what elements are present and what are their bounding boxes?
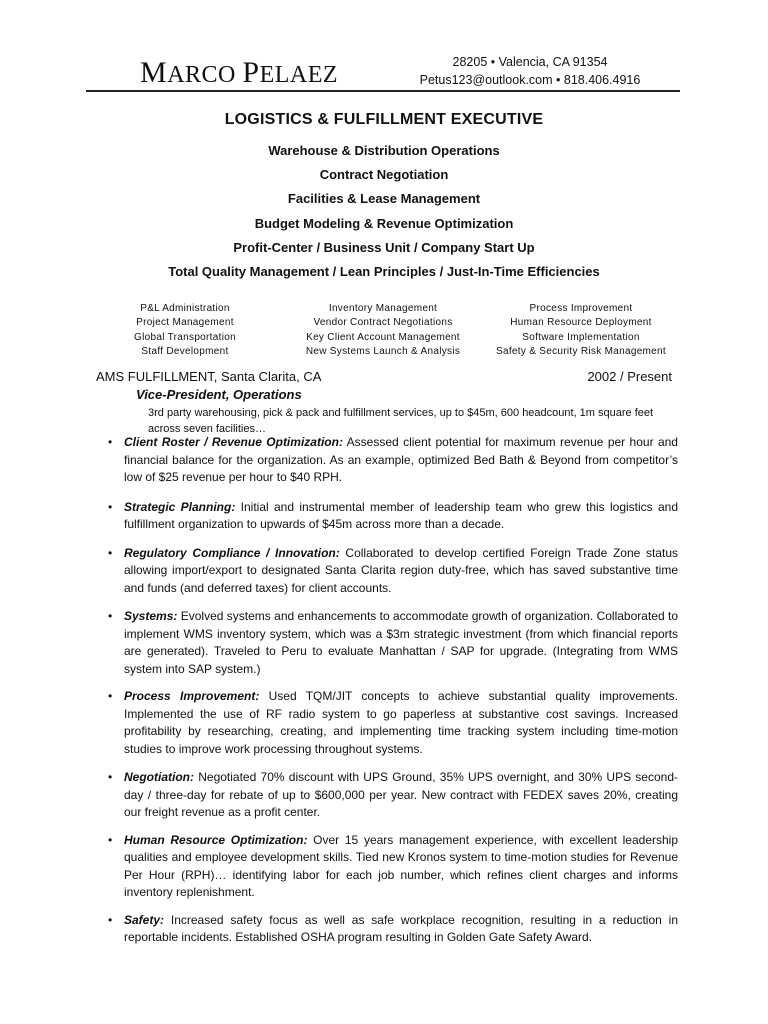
specialty-item: Facilities & Lease Management xyxy=(287,191,481,207)
achievement-lead: Strategic Planning: xyxy=(124,499,236,514)
bullet-icon: • xyxy=(108,435,113,449)
achievement-text: Evolved systems and enhancements to accommodate growth of organization. Collaborated to implement WMS inventory system, which was a $3m strategic investment (from which financial reports are generated). Traveled to Peru to evaluate Manhattan / SAP for upgrade. (Integrating from WMS system into SAP system.) xyxy=(124,609,678,676)
contact-address: 28205 • Valencia, CA 91354 xyxy=(452,55,608,69)
achievements-list xyxy=(108,434,678,947)
bullet-icon: • xyxy=(108,609,113,623)
skill-item: Safety & Security Risk Management xyxy=(496,345,666,357)
achievement-item xyxy=(108,832,678,902)
achievement-lead: Regulatory Compliance / Innovation: xyxy=(124,545,340,560)
achievement-item xyxy=(108,769,678,822)
job-company: AMS FULFILLMENT, Santa Clarita, CA xyxy=(96,369,322,384)
achievement-text: Used TQM/JIT concepts to achieve substantial quality improvements. Implemented the use of RF radio system to go paperless at substantive cost savings. Increased profitability by researching, creating, and implementing time tracking system including time-motion studies to improve work processing throughout systems. xyxy=(124,689,678,756)
achievement-item xyxy=(108,688,678,758)
bullet-icon: • xyxy=(108,689,113,703)
achievement-item xyxy=(108,434,678,487)
name-last-rest: ELAEZ xyxy=(259,62,339,88)
achievement-lead: Systems: xyxy=(124,609,178,623)
achievement-lead: Process Improvement: xyxy=(124,689,260,703)
specialties-list xyxy=(0,142,768,287)
achievement-text: Over 15 years management experience, with excellent leadership qualities and employee development skills. Tied new Kronos system to time-motion studies for Revenue Per Hour (RPH)… identifying labor for each job number, which refines client charges and informs inventory replenishment. xyxy=(124,832,678,899)
achievement-lead: Safety: xyxy=(124,912,165,927)
skill-item: Software Implementation xyxy=(522,331,640,343)
header-divider xyxy=(86,90,680,92)
achievement-item xyxy=(108,912,678,947)
bullet-icon: • xyxy=(108,912,113,927)
specialty-item: Profit-Center / Business Unit / Company Start Up xyxy=(233,239,535,255)
bullet-icon: • xyxy=(108,545,113,560)
skills-column-2 xyxy=(284,302,482,359)
achievement-text: Collaborated to develop certified Foreign Trade Zone status allowing import/export to designated Santa Clarita region duty-free, which has saved substantive time and funds (and deferred taxes) for client accounts. xyxy=(124,545,678,595)
name-last-initial: P xyxy=(242,56,260,89)
achievement-lead: Human Resource Optimization: xyxy=(124,832,308,847)
specialty-item: Budget Modeling & Revenue Optimization xyxy=(254,215,514,231)
skill-item: New Systems Launch & Analysis xyxy=(305,345,461,357)
achievement-item xyxy=(108,608,678,678)
achievement-text: Assessed client potential for maximum revenue per hour and financial balance for the organization. As an example, optimized Bed Bath & Beyond from competitor’s low of $25 revenue per hour to $40 RPH. xyxy=(124,435,678,484)
skill-item: P&L Administration xyxy=(140,303,230,314)
achievement-lead: Negotiation: xyxy=(124,770,194,784)
skill-item: Vendor Contract Negotiations xyxy=(313,317,453,329)
achievement-text: Initial and instrumental member of leadership team who grew this logistics and fulfillment organization to upwards of $45m across more than a decade. xyxy=(124,499,678,531)
skill-item: Global Transportation xyxy=(134,331,236,343)
name-first-initial: M xyxy=(140,56,168,89)
skills-grid xyxy=(86,302,680,359)
skill-item: Human Resource Deployment xyxy=(510,317,652,329)
job-header xyxy=(96,369,672,384)
skills-column-3 xyxy=(482,302,680,359)
job-dates: 2002 / Present xyxy=(587,369,672,384)
skill-item: Process Improvement xyxy=(529,303,633,314)
bullet-icon: • xyxy=(108,832,113,847)
bullet-icon: • xyxy=(108,770,113,784)
achievement-item xyxy=(108,545,678,598)
achievement-text: Increased safety focus as well as safe workplace recognition, resulting in a reduction in reportable incidents. Established OSHA program resulting in Golden Gate Safety Award. xyxy=(124,912,678,944)
skills-column-1 xyxy=(86,302,284,359)
name-first-rest: ARCO xyxy=(167,62,236,88)
skill-item: Staff Development xyxy=(141,345,229,357)
skill-item: Project Management xyxy=(136,317,234,329)
skill-item: Key Client Account Management xyxy=(306,331,460,343)
achievement-lead: Client Roster / Revenue Optimization: xyxy=(124,435,343,449)
specialty-item: Warehouse & Distribution Operations xyxy=(268,143,500,158)
candidate-name xyxy=(140,56,338,90)
specialty-item: Contract Negotiation xyxy=(319,167,449,183)
professional-headline: LOGISTICS & FULFILLMENT EXECUTIVE xyxy=(224,111,544,128)
contact-block xyxy=(380,53,680,89)
achievement-item xyxy=(108,499,678,534)
contact-email-phone: Petus123@outlook.com • 818.406.4916 xyxy=(419,73,641,87)
job-description: 3rd party warehousing, pick & pack and fulfillment services, up to $45m, 600 headcount, 1m square feet across seven facilities… xyxy=(148,407,654,435)
specialty-item: Total Quality Management / Lean Principles / Just-In-Time Efficiencies xyxy=(168,263,600,279)
achievement-text: Negotiated 70% discount with UPS Ground, 35% UPS overnight, and 30% UPS second-day / three-day for rebate of up to $600,000 per year. New contract with FEDEX saves 20%, creating our freight revenue as a profit center. xyxy=(124,770,678,819)
bullet-icon: • xyxy=(108,499,113,514)
skill-item: Inventory Management xyxy=(328,303,438,314)
job-title: Vice-President, Operations xyxy=(136,387,302,402)
